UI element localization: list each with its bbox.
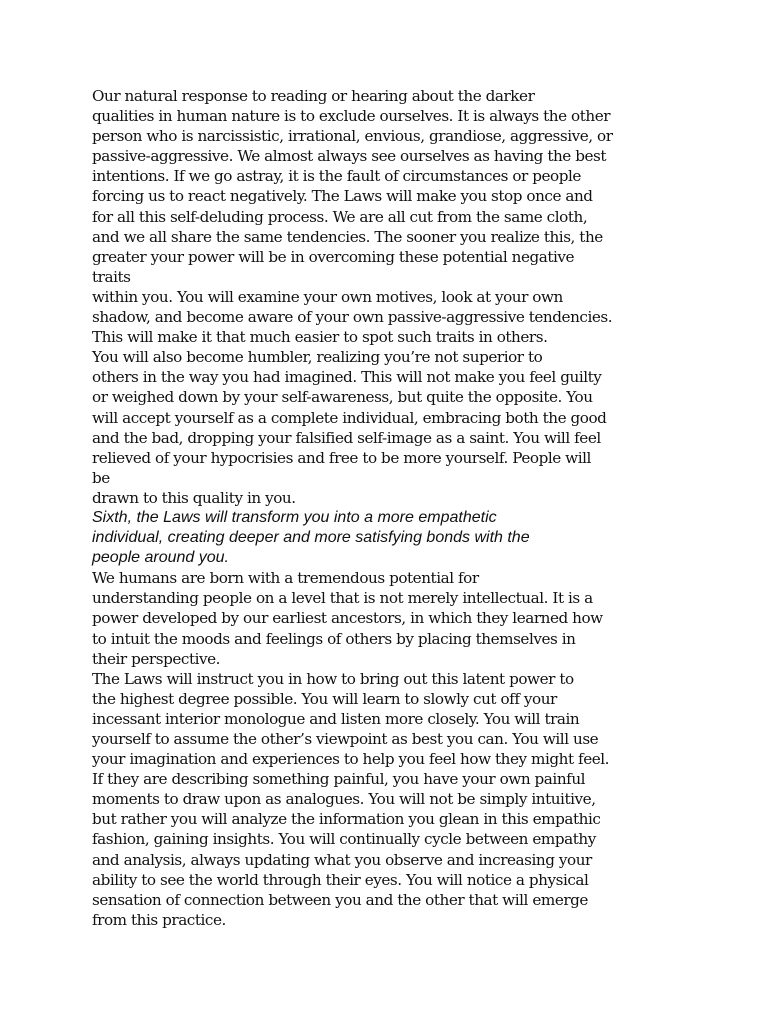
text-line: intentions. If we go astray, it is the fault of circumstances or people: [92, 167, 581, 186]
text-line: greater your power will be in overcoming these potential negative: [92, 247, 575, 266]
document-body: [92, 86, 692, 930]
text-line: You will also become humbler, realizing you’re not superior to: [92, 348, 543, 367]
text-line: fashion, gaining insights. You will continually cycle between empathy: [92, 830, 596, 849]
text-line: This will make it that much easier to spot such traits in others.: [92, 328, 548, 347]
text-line: be: [92, 468, 110, 487]
text-line: others in the way you had imagined. This will not make you feel guilty: [92, 368, 602, 387]
text-line: moments to draw upon as analogues. You will not be simply intuitive,: [92, 790, 596, 809]
text-line: or weighed down by your self-awareness, but quite the opposite. You: [92, 388, 593, 407]
text-line: passive-aggressive. We almost always see ourselves as having the best: [92, 147, 607, 166]
text-line: incessant interior monologue and listen more closely. You will train: [92, 709, 580, 728]
italic-text-line: people around you.: [92, 549, 229, 567]
text-line: drawn to this quality in you.: [92, 488, 296, 507]
text-line: within you. You will examine your own motives, look at your own: [92, 287, 563, 306]
text-line: The Laws will instruct you in how to bring out this latent power to: [92, 669, 574, 688]
text-line: and we all share the same tendencies. The sooner you realize this, the: [92, 227, 603, 246]
italic-text-line: Sixth, the Laws will transform you into a more empathetic: [92, 508, 497, 526]
text-line: but rather you will analyze the information you glean in this empathic: [92, 810, 601, 829]
text-line: their perspective.: [92, 649, 221, 668]
text-line: ability to see the world through their eyes. You will notice a physical: [92, 870, 589, 889]
text-line: Our natural response to reading or hearing about the darker: [92, 87, 535, 105]
text-line: to intuit the moods and feelings of others by placing themselves in: [92, 629, 576, 648]
text-line: for all this self-deluding process. We are all cut from the same cloth,: [92, 207, 588, 226]
text-line: will accept yourself as a complete individual, embracing both the good: [92, 408, 607, 427]
text-line: shadow, and become aware of your own passive-aggressive tendencies.: [92, 308, 613, 327]
text-line: person who is narcissistic, irrational, envious, grandiose, aggressive, or: [92, 127, 613, 146]
text-line: sensation of connection between you and the other that will emerge: [92, 890, 588, 909]
text-line: and analysis, always updating what you observe and increasing your: [92, 850, 592, 869]
text-line: power developed by our earliest ancestors, in which they learned how: [92, 609, 603, 628]
text-line: and the bad, dropping your falsified self-image as a saint. You will feel: [92, 428, 601, 447]
text-line: understanding people on a level that is not merely intellectual. It is a: [92, 589, 593, 608]
text-line: your imagination and experiences to help you feel how they might feel.: [92, 750, 610, 769]
text-line: If they are describing something painful, you have your own painful: [92, 770, 586, 789]
text-line: relieved of your hypocrisies and free to be more yourself. People will: [92, 448, 591, 467]
text-line: forcing us to react negatively. The Laws will make you stop once and: [92, 187, 593, 206]
italic-text-line: individual, creating deeper and more satisfying bonds with the: [92, 529, 530, 547]
text-line: from this practice.: [92, 910, 226, 929]
text-line: the highest degree possible. You will learn to slowly cut off your: [92, 689, 557, 708]
text-line: We humans are born with a tremendous potential for: [92, 569, 479, 588]
text-line: traits: [92, 267, 131, 286]
text-line: yourself to assume the other’s viewpoint as best you can. You will use: [92, 730, 599, 748]
text-line: qualities in human nature is to exclude ourselves. It is always the other: [92, 107, 611, 126]
